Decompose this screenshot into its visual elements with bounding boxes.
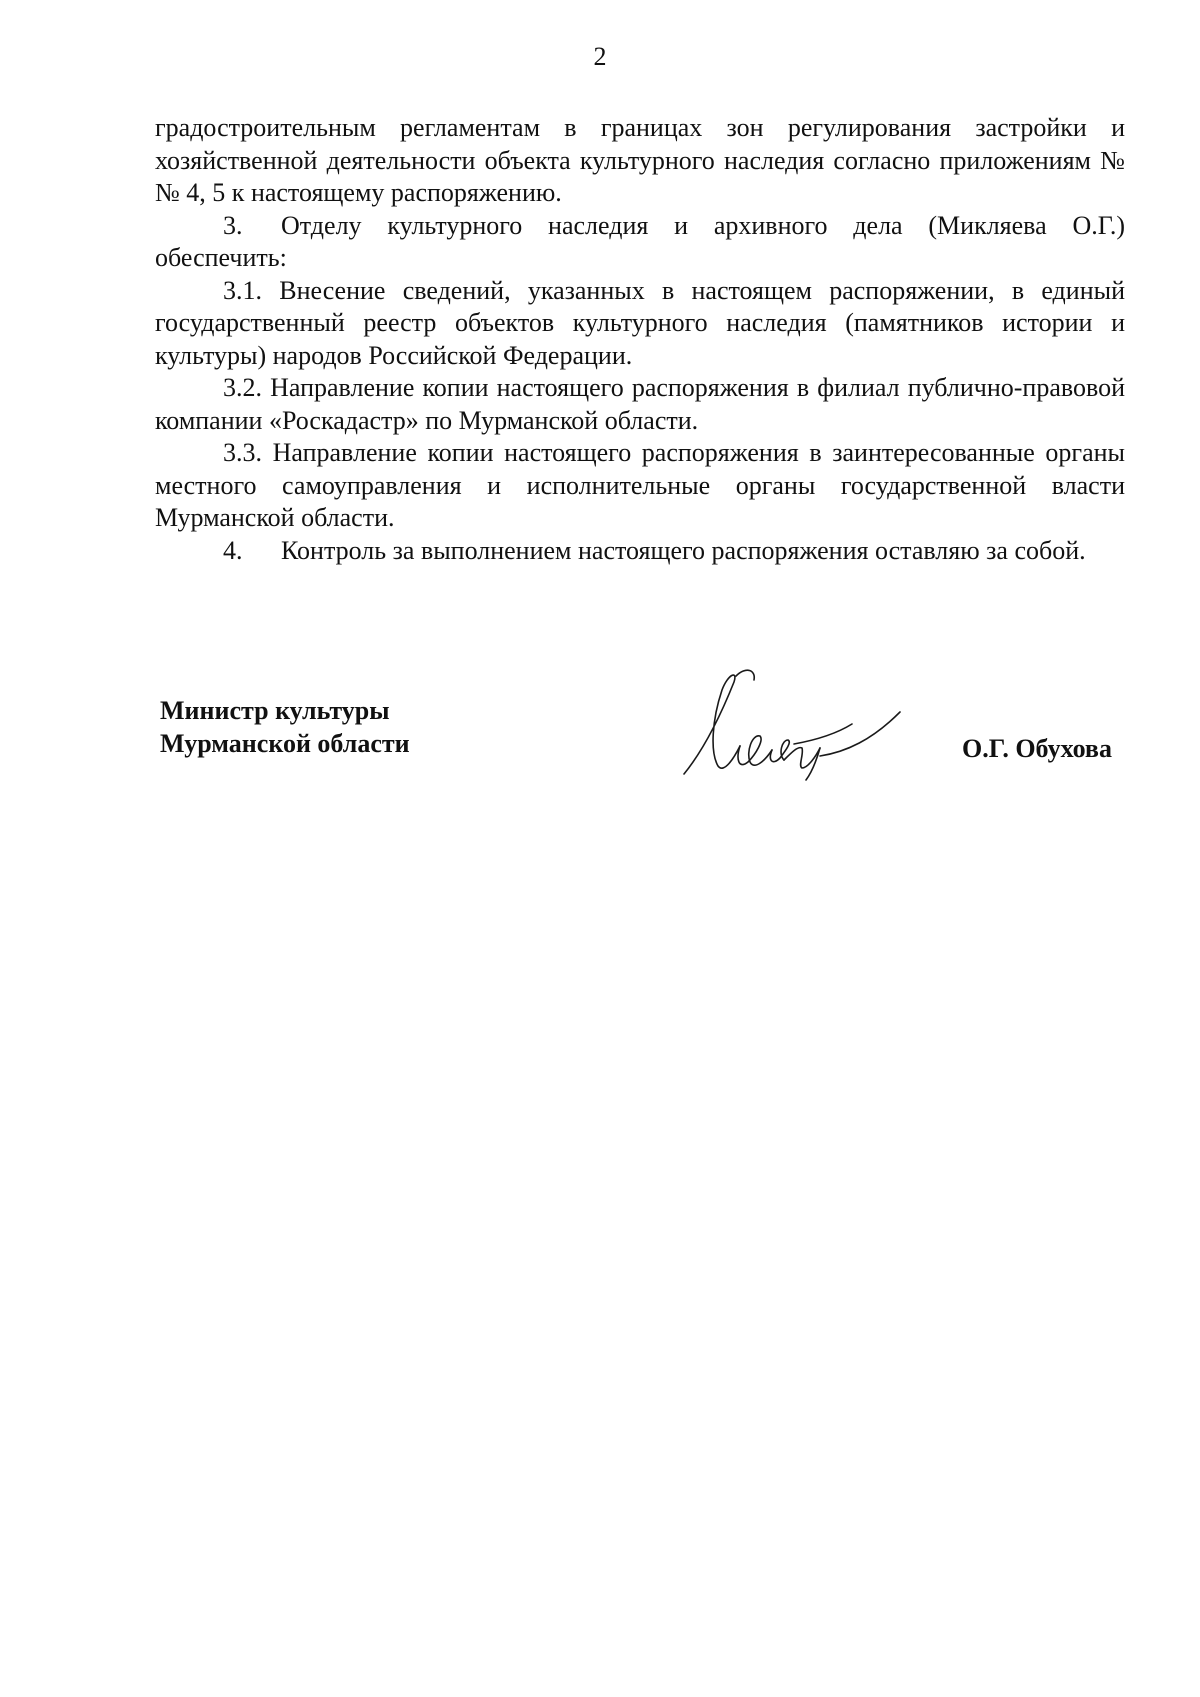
position-line-1: Министр культуры: [160, 696, 390, 725]
paragraph-item-3-3: 3.3. Направление копии настоящего распоряжения в заинтересованные органы местного самоуправления и исполнительные органы государственной власти Мурманской области.: [155, 438, 1125, 532]
paragraph-item-3: [155, 210, 1125, 275]
item-text: Контроль за выполнением настоящего распоряжения оставляю за собой.: [281, 535, 1086, 565]
position-line-2: Мурманской области: [160, 729, 410, 758]
item-text: Отделу культурного наследия и архивного дела (Микляева О.Г.) обеспечить:: [155, 210, 1125, 272]
signer-name: О.Г. Обухова: [962, 734, 1112, 763]
paragraph-item-3-1: 3.1. Внесение сведений, указанных в настоящем распоряжении, в единый государственный реестр объектов культурного наследия (памятников истории и культуры) народов Российской Федерации.: [155, 275, 1125, 370]
item-number: 3.: [223, 210, 243, 240]
signatory-position: [160, 694, 410, 760]
paragraph-item-3-2: 3.2. Направление копии настоящего распоряжения в филиал публично-правовой компании «Роскадастр» по Мурманской области.: [155, 373, 1125, 435]
paragraph-item-4: [155, 535, 1125, 568]
paragraph-continuation: градостроительным регламентам в границах зон регулирования застройки и хозяйственной деятельности объекта культурного наследия согласно приложениям №№ 4, 5 к настоящему распоряжению.: [155, 113, 1125, 207]
handwritten-signature: [676, 662, 906, 782]
page-number: 2: [593, 42, 607, 71]
document-body: [155, 112, 1125, 567]
item-number: 4.: [223, 535, 243, 565]
